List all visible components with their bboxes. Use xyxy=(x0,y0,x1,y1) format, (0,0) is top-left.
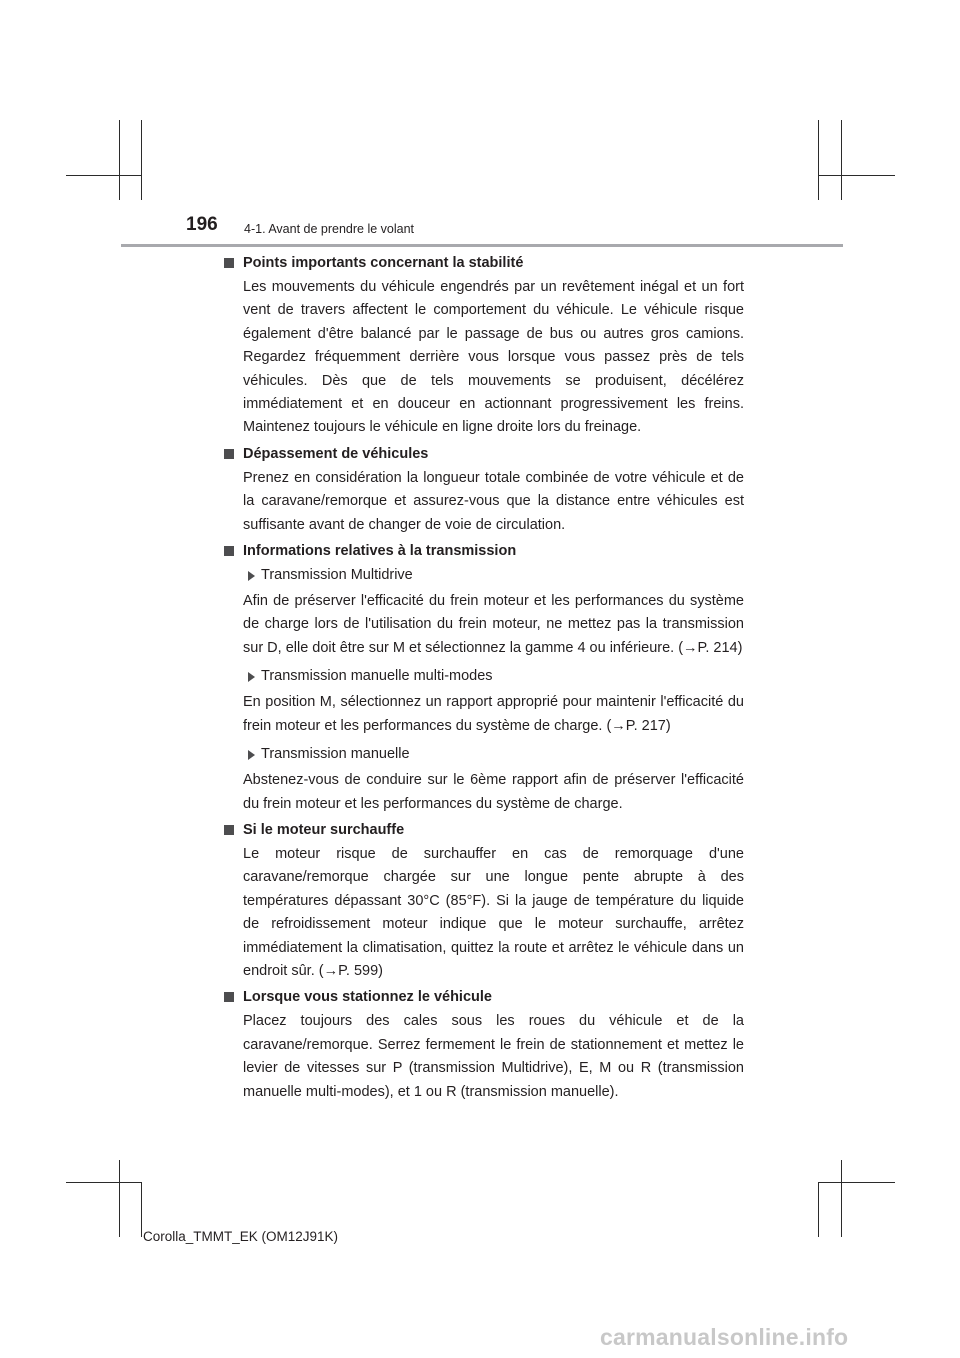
document-code: Corolla_TMMT_EK (OM12J91K) xyxy=(143,1229,339,1244)
section-overheat xyxy=(224,819,744,983)
page-number: 196 xyxy=(186,214,218,235)
sub-item-label: Transmission manuelle multi-modes xyxy=(243,665,744,688)
section-overtaking xyxy=(224,443,744,537)
paragraph: Le moteur risque de surchauffer en cas de remorquage d'une caravane/remorque chargée sur une longue pente abrupte à des températures dépassant 30°C (85°F). Si la jauge de température du liquide de refroidissement moteur indique que le moteur surchauffe, arrêtez immédiatement la climatisation, quittez la route et arrêtez le véhicule dans un endroit sûr. (→P. 599) xyxy=(243,845,744,979)
sub-item-label: Transmission manuelle xyxy=(243,743,744,766)
watermark[interactable]: carmanualsonline.info xyxy=(600,1324,849,1350)
heading-text: Points importants concernant la stabilité xyxy=(243,255,524,271)
sub-item-label: Transmission Multidrive xyxy=(243,564,744,587)
heading-text: Informations relatives à la transmission xyxy=(243,543,517,560)
square-bullet-icon xyxy=(224,449,234,459)
crop-mark xyxy=(119,1160,120,1237)
square-bullet-icon xyxy=(224,992,234,1002)
triangle-bullet-icon xyxy=(248,571,255,581)
paragraph: Placez toujours des cales sous les roues du véhicule et de la caravane/remorque. Serrez fermement le frein de stationnement et mettez le levier de vitesses sur P (transmission Multidrive), E, M ou R (transmission manuelle multi-modes), et 1 ou R (transmission manuelle). xyxy=(243,1013,744,1100)
crop-mark xyxy=(818,120,819,200)
paragraph: Les mouvements du véhicule engendrés par un revêtement inégal et un fort vent de travers affectent le comportement du véhicule. Le véhicule risque également d'être balancé par le passage de bus ou autres gros camions. Regardez fréquemment derrière vous lorsque vous passez près de tels véhicules. Dès que de tels mouvements se produisent, décélérez immédiatement et en douceur en actionnant progressivement les freins. Maintenez toujours le véhicule en ligne droite lors du freinage. xyxy=(243,279,744,436)
section-heading xyxy=(224,540,744,563)
paragraph: Abstenez-vous de conduire sur le 6ème rapport afin de préserver l'efficacité du frein moteur et les performances du système de charge. xyxy=(243,772,744,812)
page-content xyxy=(224,252,744,1107)
section-heading xyxy=(224,819,744,842)
section-transmission xyxy=(224,540,744,816)
crop-mark xyxy=(818,1182,895,1183)
heading-text: Si le moteur surchauffe xyxy=(243,821,405,838)
square-bullet-icon xyxy=(224,258,234,268)
crop-mark xyxy=(119,120,120,200)
crop-mark xyxy=(66,175,141,176)
paragraph: Afin de préserver l'efficacité du frein moteur et les performances du système de charge lors de l'utilisation du frein moteur, ne mettez pas la transmission sur D, elle doit être sur M et sélectionnez la gamme 4 ou inférieure. (→P. 214) xyxy=(243,593,744,656)
crop-mark xyxy=(818,175,895,176)
crop-mark xyxy=(66,1182,141,1183)
heading-text: Dépassement de véhicules xyxy=(243,445,429,462)
crop-mark xyxy=(841,120,842,200)
square-bullet-icon xyxy=(224,546,234,556)
paragraph: Prenez en considération la longueur totale combinée de votre véhicule et de la caravane/remorque et assurez-vous que la distance entre véhicules est suffisante avant de changer de voie de circulation. xyxy=(243,469,744,533)
crop-mark xyxy=(141,120,142,200)
section-title: 4-1. Avant de prendre le volant xyxy=(244,222,415,236)
section-heading xyxy=(224,252,744,275)
crop-mark xyxy=(818,1182,819,1237)
triangle-bullet-icon xyxy=(248,672,255,682)
triangle-bullet-icon xyxy=(248,750,255,760)
square-bullet-icon xyxy=(224,825,234,835)
section-heading xyxy=(224,443,744,466)
paragraph: En position M, sélectionnez un rapport approprié pour maintenir l'efficacité du frein moteur et les performances du système de charge. (→P. 217) xyxy=(243,694,744,734)
section-stability xyxy=(224,252,744,440)
crop-mark xyxy=(141,1182,142,1237)
header-divider xyxy=(121,244,843,247)
section-heading xyxy=(224,986,744,1009)
crop-mark xyxy=(841,1160,842,1237)
heading-text: Lorsque vous stationnez le véhicule xyxy=(243,989,492,1006)
section-parking xyxy=(224,986,744,1104)
